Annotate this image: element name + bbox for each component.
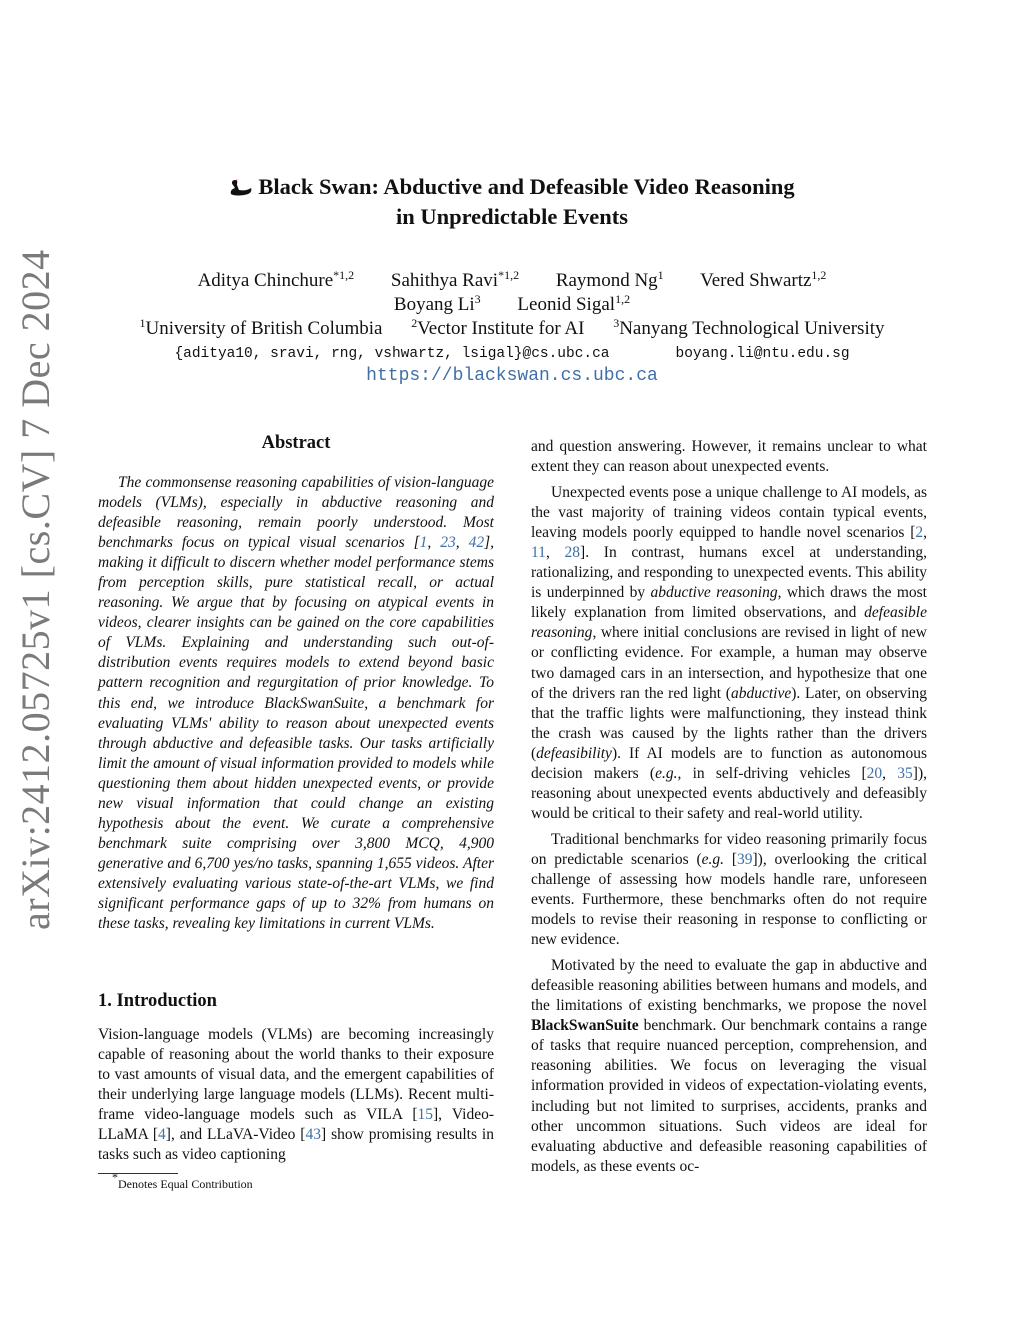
italic-term: defeasible reasoning [531,604,927,642]
emails-line [60,346,964,362]
citation-link[interactable]: 43 [305,1126,321,1144]
italic-term: abductive reasoning [650,584,778,602]
author-name: Vered Shwartz [700,270,812,291]
text-part: , in self-driving vehicles [ [677,764,867,782]
citation-link[interactable]: 11 [531,544,546,562]
text-part: Unexpected events pose a unique challenge to AI models, as the vast majority of training videos contain typical events, leaving models poorly equipped to handle novel scenarios [ [531,484,927,542]
introduction-section [98,991,494,1165]
title-line-1: Black Swan: Abductive and Defeasible Video Reasoning [258,174,795,199]
intro-paragraph: Traditional benchmarks for video reasoning primarily focus on predictable scenarios (e.g. [39]), overlooking the critical challenge of assessing how models handle rare, unforeseen events. Furthermore, these benchmarks often do not require models to revise their reasoning in response to conflicting or new evidence. [531,830,927,949]
author-affiliation: 3 [474,292,481,306]
text-part: benchmark. Our benchmark contains a range of tasks that require nuanced perception, comprehension, and reasoning abilities. We focus on leveraging the visual information provided in videos of expectation-violating events, including but not limited to surprises, accidents, pranks and other uncommon situations. Such videos are ideal for evaluating abductive and defeasible reasoning capabilities of models, as these events oc- [531,1017,927,1175]
citation-link[interactable]: 15 [417,1106,434,1124]
introduction-heading: 1. Introduction [98,991,217,1011]
abstract-section [98,433,494,934]
footnote [112,1170,253,1192]
italic-term: abductive [730,684,792,702]
footnote-mark: * [112,1170,118,1184]
intro-paragraph: and question answering. However, it remains unclear to what extent they can reason about unexpected events. [531,438,927,476]
footnote-text: Denotes Equal Contribution [118,1177,253,1191]
black-swan-icon [229,179,253,197]
author-affiliation: 1,2 [615,292,631,306]
intro-text-part: ], and LLaVA-Video [ [165,1126,306,1144]
citation-link[interactable]: 28 [564,544,581,562]
intro-text-part: Vision-language models (VLMs) are becoming increasingly capable of reasoning about the world thanks to their exposure to vast amounts of visual data, and the emergent capabilities of their underlying large language models (LLMs). Recent multi-frame video-language models such as VILA [ [98,1026,494,1124]
author-name: Aditya Chinchure [197,270,334,291]
affiliation-number: 3 [613,316,620,330]
author-name: Boyang Li [393,294,475,315]
author-affiliation: *1,2 [498,268,520,282]
abstract-heading: Abstract [261,433,331,453]
abstract-text: The commonsense reasoning capabilities of vision-language models (VLMs), especially in abductive reasoning and defeasible reasoning, remain poorly understood. Most benchmarks focus on typical visual scenarios [1, 23, 42], making it difficult to discern whether model performance stems from perception skills, pure statistical recall, or actual reasoning. We argue that by focusing on atypical events in videos, clearer insights can be gained on the core capabilities of VLMs. Explaining and understanding such out-of-distribution events requires models to extend beyond basic pattern recognition and regurgitation of prior knowledge. To this end, we introduce BlackSwanSuite, a benchmark for evaluating VLMs' ability to reason about unexpected events through abductive and defeasible tasks. Our tasks artificially limit the amount of visual information provided to models while questioning them about hidden unexpected events, or provide new visual information that could change an existing hypothesis about the event. We curate a comprehensive benchmark suite comprising over 3,800 MCQ, 4,900 generative and 6,700 yes/no tasks, spanning 1,655 videos. After extensively evaluating various state-of-the-art VLMs, we find significant performance gaps of up to 32% from humans on these tasks, revealing key limitations in current VLMs. [98,474,495,933]
citation-link[interactable]: 4 [158,1126,166,1144]
intro-text-part: ] show promising results in tasks such as video captioning [98,1126,494,1164]
text-part: ). Later, on observing that the traffic lights were malfunctioning, they instead think the crash was caused by the lights rather than the drivers ( [531,684,927,762]
text-part: ]), overlooking the critical challenge of assessing how models handle rare, unforeseen events. Furthermore, these benchmarks often do not require models to revise their reasoning in response to conflicting or new evidence. [531,850,927,949]
project-url[interactable]: https://blackswan.cs.ubc.ca [366,366,658,386]
text-part: ]), reasoning about unexpected events abductively and defeasibly would be critical to their safety and real-world utility. [531,764,927,822]
affiliation-name: Nanyang Technological University [619,318,885,339]
citation-link[interactable]: 20 [866,764,883,782]
author-affiliation: 1,2 [811,268,827,282]
affiliations-line [60,318,964,340]
author-name: Sahithya Ravi [390,270,499,291]
citation-link[interactable]: 42 [468,534,485,552]
benchmark-name: BlackSwanSuite [531,1017,639,1035]
text-part: , where initial conclusions are revised in light of new or conflicting evidence. For example, a human may observe two damaged cars in an intersection, and hypothesize that one of the drivers ran the red light ( [531,624,927,702]
intro-paragraph [531,956,927,1177]
text-part: Motivated by the need to evaluate the gap in abductive and defeasible reasoning abilities between humans and models, and the limitations of existing benchmarks, we propose the novel [531,957,927,1015]
italic-term: e.g. [701,850,725,868]
text-part: ]. In contrast, humans excel at understanding, rationalizing, and responding to unexpected events. This ability is underpinned by [531,544,927,602]
italic-term: defeasibility [536,744,612,762]
author-line-1 [60,270,964,292]
italic-term: e.g. [655,764,678,782]
author-line-2 [60,294,964,316]
intro-text-part: ], Video-LLaMA [ [98,1106,494,1144]
paper-title [150,172,874,232]
text-part: , which draws the most likely explanation from limited observations, and [531,584,927,622]
email-ntu[interactable]: boyang.li@ntu.edu.sg [675,346,850,362]
email-ubc[interactable]: {aditya10, sravi, rng, vshwartz, lsigal}@cs.ubc.ca [174,346,610,362]
author-affiliation: 1 [657,268,664,282]
intro-paragraph: Unexpected events pose a unique challenge to AI models, as the vast majority of training videos contain typical events, leaving models poorly equipped to handle novel scenarios [2, 11, 28]. In contrast, humans excel at understanding, rationalizing, and responding to unexpected events. This ability is underpinned by abductive reasoning, which draws the most likely explanation from limited observations, and defeasible reasoning, where initial conclusions are revised in light of new or conflicting evidence. For example, a human may observe two damaged cars in an intersection, and hypothesize that one of the drivers ran the red light (abductive). Later, on observing that the traffic lights were malfunctioning, they instead think the crash was caused by the lights rather than the drivers (defeasibility). If AI models are to function as autonomous decision makers (e.g., in self-driving vehicles [20, 35]), reasoning about unexpected events abductively and defeasibly would be critical to their safety and real-world utility. [531,484,927,822]
text-part: Traditional benchmarks for video reasoning primarily focus on predictable scenarios ( [531,830,927,868]
arxiv-identifier: arXiv:2412.05725v1 [cs.CV] 7 Dec 2024 [13,249,58,930]
text-part: ). If AI models are to function as autonomous decision makers ( [531,744,927,782]
author-name: Raymond Ng [555,270,658,291]
abstract-text-part: ], making it difficult to discern whether model performance stems from perception skills, pure statistical recall, or actual reasoning. We argue that by focusing on atypical events in videos, clearer insights can be gained on the core capabilities of VLMs. Explaining and understanding such out-of-distribution events requires models to extend beyond basic pattern recognition and regurgitation of prior knowledge. To this end, we introduce BlackSwanSuite, a benchmark for evaluating VLMs' ability to reason about unexpected events through abductive and defeasible tasks. Our tasks artificially limit the amount of visual information provided to models while questioning them about hidden unexpected events, or provide new visual information that could change an existing hypothesis about the event. We curate a comprehensive benchmark suite comprising over 3,800 MCQ, 4,900 generative and 6,700 yes/no tasks, spanning 1,655 videos. After extensively evaluating various state-of-the-art VLMs, we find significant performance gaps of up to 32% from humans on these tasks, revealing key limitations in current VLMs. [98,534,495,933]
affiliation-name: Vector Institute for AI [417,318,585,339]
intro-paragraph [98,1025,494,1165]
abstract-text-part: The commonsense reasoning capabilities of vision-language models (VLMs), especially in abductive reasoning and defeasible reasoning, remain poorly understood. Most benchmarks focus on typical visual scenarios [ [98,474,494,552]
citation-link[interactable]: 39 [737,850,753,868]
author-name: Leonid Sigal [517,294,616,315]
citation-link[interactable]: 1 [419,534,428,552]
affiliation-number: 2 [411,316,418,330]
title-line-2: in Unpredictable Events [395,204,629,229]
citation-link[interactable]: 23 [440,534,456,552]
author-affiliation: *1,2 [333,268,355,282]
right-column [531,437,927,1177]
affiliation-name: University of British Columbia [145,318,383,339]
citation-link[interactable]: 35 [897,764,913,782]
footnote-divider [98,1173,178,1174]
citation-link[interactable]: 2 [915,524,924,542]
affiliation-number: 1 [139,316,146,330]
